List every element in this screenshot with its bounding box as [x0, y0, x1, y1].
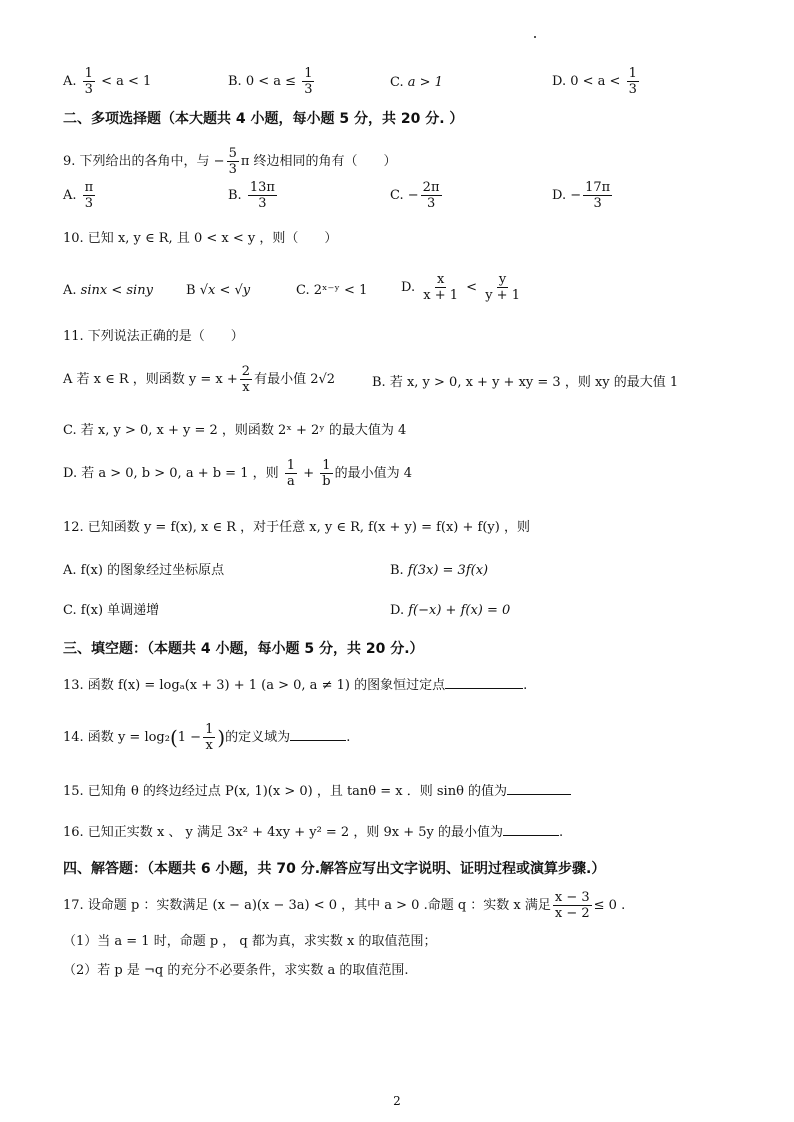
question-13: 13. 函数 f(x) = logₐ(x + 3) + 1 (a > 0, a ≠ 1) 的图象恒过定点 .: [63, 678, 528, 693]
q9-option-a: A. $\frac{\pi}{3}$: [63, 180, 94, 211]
question-9-stem: 9. 下列给出的各角中，与 − $\frac{5}{3}$ π 终边相同的角有（ ）: [63, 146, 397, 177]
option-d: D. 0 < a < $\frac{1}{3}$: [552, 66, 637, 97]
fraction: $\frac{1}{3}$: [628, 66, 637, 97]
option-a: A. $\frac{1}{3}$ < a < 1: [63, 66, 152, 97]
option-c: C. a > 1: [390, 75, 443, 90]
answer-blank: [290, 728, 346, 741]
q10-option-c: C. 2ˣ⁻ʸ < 1: [296, 283, 368, 298]
scan-dot: [534, 36, 536, 38]
q12-option-c: C. f(x) 单调递增: [63, 603, 160, 618]
question-17-part-1: （1）当 a = 1 时，命题 p ， q 都为真，求实数 x 的取值范围；: [63, 934, 437, 949]
answer-blank: [507, 782, 571, 795]
q11-option-c: C. 若 x, y > 0, x + y = 2 ，则函数 2ˣ + 2ʸ 的最大值为 4: [63, 423, 407, 438]
fraction: $\frac{x}{x + 1}$: [423, 272, 458, 303]
q9-option-d: D. − $\frac{17\pi}{3}$: [552, 180, 611, 211]
section-heading: 四、解答题：（本题共 6 小题，共 70 分.解答应写出文字说明、证明过程或演算步骤.）: [63, 861, 606, 877]
fraction: $\frac{17\pi}{3}$: [585, 180, 611, 211]
fraction: $\frac{\pi}{3}$: [84, 180, 94, 211]
question-11-stem: 11. 下列说法正确的是（ ）: [63, 329, 244, 344]
answer-blank: [503, 823, 559, 836]
fraction: $\frac{2\pi}{3}$: [422, 180, 440, 211]
fraction: $\frac{1}{b}$: [322, 458, 331, 489]
question-14: 14. 函数 y = log₂(1 − $\frac{1}{x}$ )的定义域为 .: [63, 722, 351, 753]
q12-option-d: D. f(−x) + f(x) = 0: [390, 603, 511, 618]
question-16: 16. 已知正实数 x 、 y 满足 3x² + 4xy + y² = 2 ，则 9x + 5y 的最小值为 .: [63, 825, 564, 840]
answer-blank: [445, 676, 523, 689]
q11-option-b: B. 若 x, y > 0, x + y + xy = 3 ，则 xy 的最大值 1: [372, 375, 679, 390]
question-17-stem: 17. 设命题 p ：实数满足 (x − a)(x − 3a) < 0 ，其中 a > 0 .命题 q ：实数 x 满足 $\frac{x - 3}{x - 2}$ ≤ 0 .: [63, 890, 626, 921]
section-heading: 三、填空题：（本题共 4 小题，每小题 5 分，共 20 分.）: [63, 641, 424, 657]
question-10-stem: 10. 已知 x, y ∈ R, 且 0 < x < y ，则（ ）: [63, 231, 338, 246]
fraction: $\frac{y}{y + 1}$: [485, 272, 520, 303]
option-b: B. 0 < a ≤ $\frac{1}{3}$: [228, 66, 313, 97]
fraction: $\frac{5}{3}$: [228, 146, 237, 177]
question-17-part-2: （2）若 p 是 ¬q 的充分不必要条件，求实数 a 的取值范围.: [63, 963, 409, 978]
fraction: $\frac{1}{a}$: [286, 458, 296, 489]
q10-option-d: D. $\frac{x}{x + 1}$ < $\frac{y}{y + 1}$: [401, 272, 520, 303]
q11-option-a: A 若 x ∈ R ，则函数 y = x + $\frac{2}{x}$ 有最小值 2√2: [63, 364, 336, 395]
q12-option-a: A. f(x) 的图象经过坐标原点: [63, 563, 225, 578]
q9-option-c: C. − $\frac{2\pi}{3}$: [390, 180, 440, 211]
fraction: $\frac{x - 3}{x - 2}$: [554, 890, 590, 921]
fraction: $\frac{13\pi}{3}$: [249, 180, 275, 211]
fraction: $\frac{1}{3}$: [304, 66, 313, 97]
q10-option-b: B √x < √y: [186, 283, 251, 298]
page-number: 2: [393, 1094, 401, 1108]
q11-option-d: D. 若 a > 0, b > 0, a + b = 1 ，则 $\frac{1}{a}$ + $\frac{1}{b}$ 的最小值为 4: [63, 458, 412, 489]
fraction: $\frac{1}{3}$: [84, 66, 93, 97]
question-12-stem: 12. 已知函数 y = f(x), x ∈ R ，对于任意 x, y ∈ R, f(x + y) = f(x) + f(y) ，则: [63, 520, 530, 535]
q12-option-b: B. f(3x) = 3f(x): [390, 563, 489, 578]
section-heading: 二、多项选择题（本大题共 4 小题，每小题 5 分，共 20 分. ）: [63, 111, 464, 127]
fraction: $\frac{1}{x}$: [205, 722, 214, 753]
q9-option-b: B. $\frac{13\pi}{3}$: [228, 180, 275, 211]
question-15: 15. 已知角 θ 的终边经过点 P(x, 1)(x > 0) ，且 tanθ = x ．则 sinθ 的值为: [63, 782, 571, 801]
q10-option-a: A. sinx < siny: [63, 283, 153, 298]
fraction: $\frac{2}{x}$: [241, 364, 251, 395]
